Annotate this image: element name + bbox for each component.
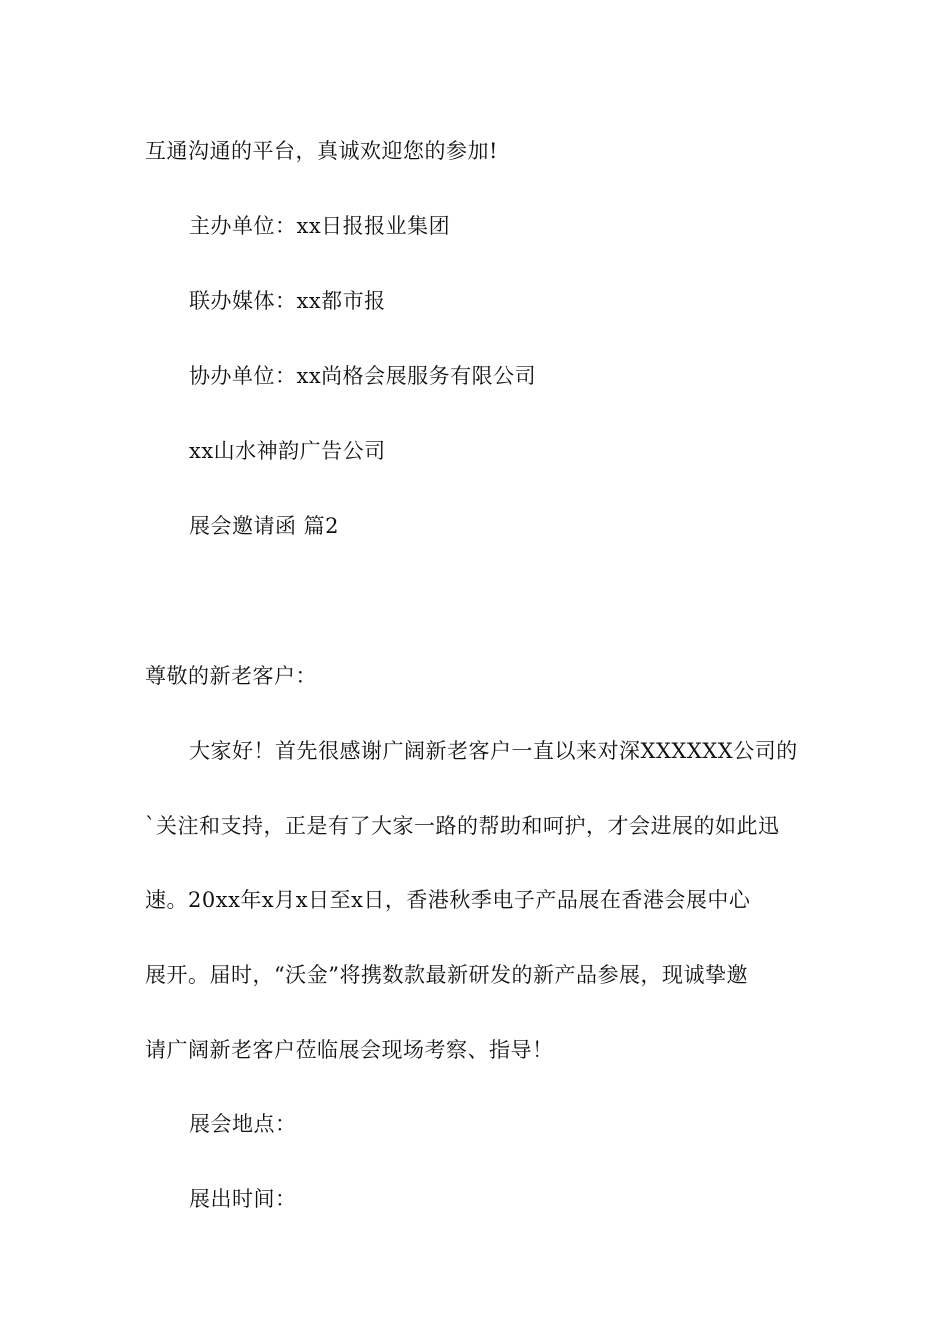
organizer-line: 主办单位：xx日报报业集团 xyxy=(189,214,451,238)
body-paragraph-line: 请广阔新老客户莅临展会现场考察、指导！ xyxy=(145,1038,554,1062)
co-media-line: 联办媒体：xx都市报 xyxy=(189,289,386,313)
salutation-line: 尊敬的新老客户： xyxy=(145,664,317,688)
paragraph-closing-line: 互通沟通的平台，真诚欢迎您的参加! xyxy=(145,139,498,163)
venue-label: 展会地点： xyxy=(189,1112,297,1136)
body-paragraph-line: 速。20xx年x月x日至x日，香港秋季电子产品展在香港会展中心 xyxy=(145,888,751,912)
body-paragraph-line: 大家好！首先很感谢广阔新老客户一直以来对深XXXXXX公司的 xyxy=(189,739,798,763)
co-organizer-company-line: xx山水神韵广告公司 xyxy=(189,439,386,463)
section-heading: 展会邀请函 篇2 xyxy=(189,514,340,538)
exhibition-time-label: 展出时间： xyxy=(189,1187,297,1211)
co-organizer-line: 协办单位：xx尚格会展服务有限公司 xyxy=(189,364,537,388)
body-paragraph-line: 展开。届时，“沃金”将携数款最新研发的新产品参展，现诚挚邀 xyxy=(145,963,748,987)
body-paragraph-line: `关注和支持，正是有了大家一路的帮助和呵护，才会进展的如此迅 xyxy=(145,814,780,838)
